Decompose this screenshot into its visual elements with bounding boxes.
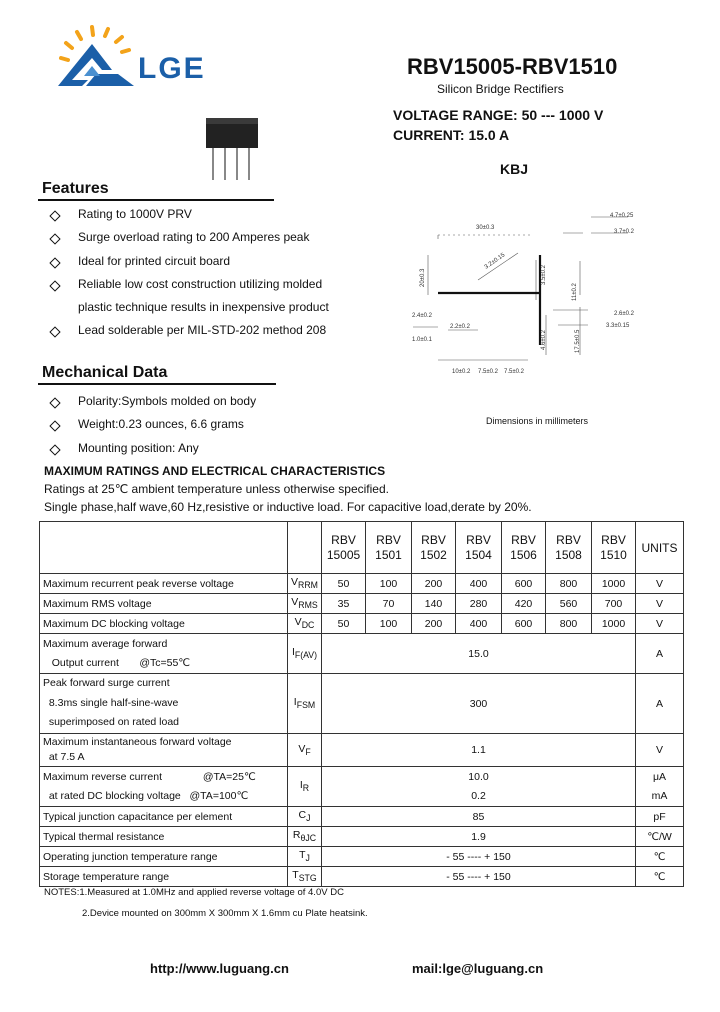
mechanical-title: Mechanical Data — [42, 364, 168, 381]
voltage-range: VOLTAGE RANGE: 50 --- 1000 V — [393, 107, 604, 123]
page-title: RBV15005-RBV1510 — [407, 54, 618, 79]
diamond-bullet-icon — [49, 257, 60, 268]
page-subtitle: Silicon Bridge Rectifiers — [437, 82, 564, 96]
note-1: NOTES:1.Measured at 1.0MHz and applied reverse voltage of 4.0V DC — [44, 887, 344, 898]
table-row: Maximum reverse current @TA=25℃ at rated DC blocking voltage @TA=100℃ $I_R$ 10.0 0.2 μA mA — [40, 767, 684, 807]
part-header: RBV 1510 — [592, 522, 636, 574]
ratings-intro-2: Single phase,half wave,60 Hz,resistive or inductive load. For capacitive load,derate by 20%. — [44, 500, 532, 514]
part-header: RBV 1502 — [412, 522, 456, 574]
note-2: 2.Device mounted on 300mm X 300mm X 1.6mm cu Plate heatsink. — [82, 908, 368, 919]
svg-text:4.6±0.2: 4.6±0.2 — [541, 330, 547, 350]
features-divider — [38, 199, 274, 201]
list-item: Mounting position: Any — [48, 437, 348, 460]
units-header: UNITS — [636, 522, 684, 574]
table-row: Typical junction capacitance per element $C_J$ 85 pF — [40, 807, 684, 827]
list-item: Lead solderable per MIL-STD-202 method 208 — [48, 319, 348, 342]
table-row: Storage temperature range $T_{STG}$ - 55 ---- + 150 ℃ — [40, 867, 684, 887]
table-header-row — [40, 522, 684, 574]
diagram-caption: Dimensions in millimeters — [486, 416, 589, 426]
dimension-diagram — [408, 205, 653, 385]
svg-text:20±0.3: 20±0.3 — [420, 268, 426, 287]
table-row: Maximum average forward Output current @Tc=55℃ $I_{F(AV)}$ 15.0 A — [40, 634, 684, 674]
svg-text:3.3±0.15: 3.3±0.15 — [606, 323, 630, 329]
table-row: Typical thermal resistance $R_{\theta JC}$ 1.9 ℃/W — [40, 827, 684, 847]
diamond-bullet-icon — [49, 234, 60, 245]
features-list — [48, 203, 348, 343]
ratings-heading: MAXIMUM RATINGS AND ELECTRICAL CHARACTERISTICS — [44, 464, 386, 478]
table-row: Maximum recurrent peak reverse voltage $V_{RRM}$ 50 100 200 400 600 800 1000 V — [40, 574, 684, 594]
table-row: Maximum instantaneous forward voltage at 7.5 A $V_F$ 1.1 V — [40, 734, 684, 767]
diamond-bullet-icon — [49, 210, 60, 221]
svg-text:17.5±0.5: 17.5±0.5 — [575, 329, 581, 353]
table-row: Peak forward surge current 8.3ms single half-sine-wave superimposed on rated load $I_{FSM}$ 300 A — [40, 674, 684, 734]
table-row: Maximum RMS voltage $V_{RMS}$ 35 70 140 280 420 560 700 V — [40, 594, 684, 614]
svg-text:1.0±0.1: 1.0±0.1 — [412, 337, 432, 343]
mechanical-list — [48, 390, 348, 460]
svg-text:2.4±0.2: 2.4±0.2 — [412, 313, 432, 319]
ratings-intro-1: Ratings at 25℃ ambient temperature unless otherwise specified. — [44, 482, 389, 496]
part-header: RBV 1501 — [366, 522, 412, 574]
svg-text:3.2±0.15: 3.2±0.15 — [483, 252, 507, 271]
table-row: Maximum DC blocking voltage $V_{DC}$ 50 100 200 400 600 800 1000 V — [40, 614, 684, 634]
current-rating: CURRENT: 15.0 A — [393, 127, 510, 143]
svg-text:2.6±0.2: 2.6±0.2 — [614, 311, 634, 317]
package-name: KBJ — [500, 161, 529, 177]
diamond-bullet-icon — [49, 444, 60, 455]
svg-text:2.2±0.2: 2.2±0.2 — [450, 324, 470, 330]
diamond-bullet-icon — [49, 397, 60, 408]
brand-name: LGE — [138, 52, 206, 85]
table-row: Operating junction temperature range $T_J$ - 55 ---- + 150 ℃ — [40, 847, 684, 867]
diamond-bullet-icon — [49, 327, 60, 338]
part-header: RBV 15005 — [322, 522, 366, 574]
part-header: RBV 1504 — [456, 522, 502, 574]
diamond-bullet-icon — [49, 280, 60, 291]
website-link[interactable]: http://www.luguang.cn — [150, 961, 289, 976]
list-item: Ideal for printed circuit board — [48, 250, 348, 273]
svg-text:30±0.3: 30±0.3 — [476, 225, 495, 231]
component-image — [204, 116, 264, 182]
list-item: Polarity:Symbols molded on body — [48, 390, 348, 413]
mechanical-divider — [38, 383, 276, 385]
svg-text:3.5±0.2: 3.5±0.2 — [541, 265, 547, 285]
part-header: RBV 1506 — [502, 522, 546, 574]
svg-text:4.7±0.25: 4.7±0.25 — [610, 213, 634, 219]
svg-text:7.5±0.2: 7.5±0.2 — [478, 369, 498, 375]
ratings-table — [39, 521, 684, 887]
features-title: Features — [42, 180, 109, 197]
diamond-bullet-icon — [49, 421, 60, 432]
svg-text:10±0.2: 10±0.2 — [452, 369, 471, 375]
svg-text:11±0.2: 11±0.2 — [572, 283, 578, 301]
list-item: Weight:0.23 ounces, 6.6 grams — [48, 413, 348, 436]
list-item: Rating to 1000V PRV — [48, 203, 348, 226]
part-header: RBV 1508 — [546, 522, 592, 574]
list-item: Surge overload rating to 200 Amperes peak — [48, 226, 348, 249]
svg-text:7.5±0.2: 7.5±0.2 — [504, 369, 524, 375]
list-item: Reliable low cost construction utilizing molded plastic technique results in inexpensive product — [48, 273, 348, 320]
email-link[interactable]: mail:lge@luguang.cn — [412, 961, 544, 976]
lge-logo-icon — [56, 20, 136, 92]
svg-text:3.7±0.2: 3.7±0.2 — [614, 229, 634, 235]
